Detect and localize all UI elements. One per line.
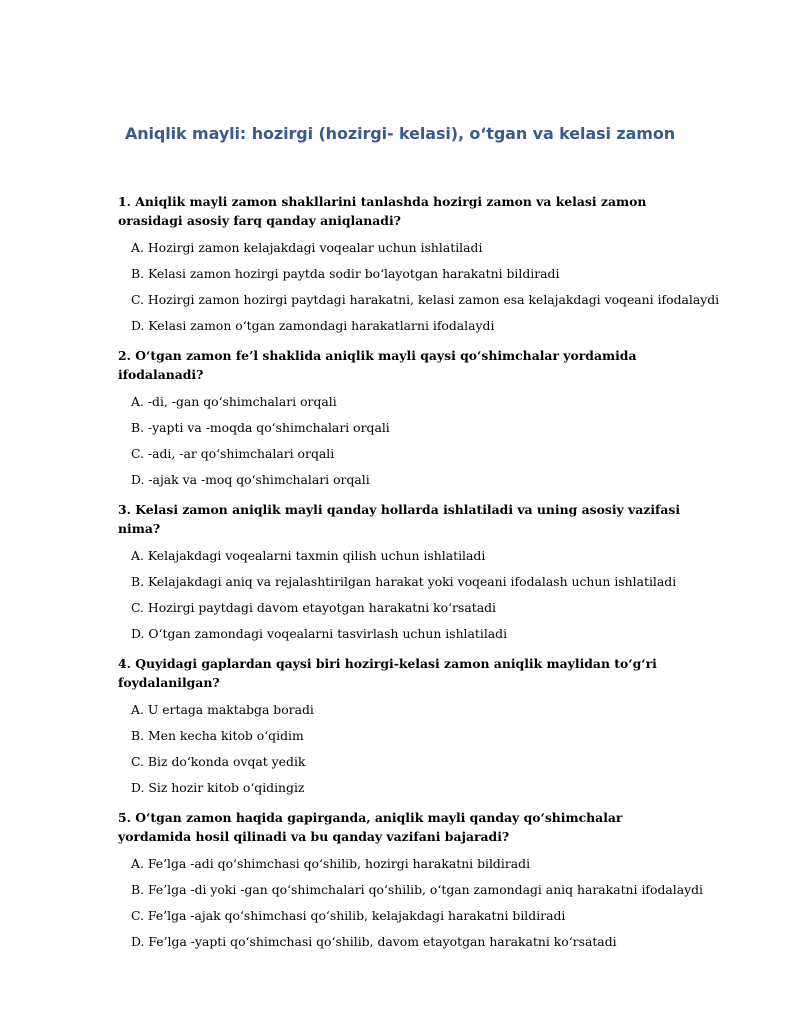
answer-option-c: C. Biz do‘konda ovqat yedik [131,754,306,769]
answer-option-b: B. Fe’lga -di yoki -gan qo‘shimchalari qo‘shilib, o‘tgan zamondagi aniq harakatni ifodalaydi [131,882,704,897]
answer-option-a: A. -di, -gan qo‘shimchalari orqali [131,394,337,409]
answer-option-c: C. Hozirgi paytdagi davom etayotgan harakatni ko‘rsatadi [131,600,496,615]
answer-option-a: A. U ertaga maktabga boradi [131,702,314,717]
answer-option-a: A. Kelajakdagi voqealarni taxmin qilish uchun ishlatiladi [131,548,486,563]
question-block-1 [118,192,720,343]
question-block-5 [118,808,704,959]
question-block-4 [118,654,688,805]
answer-option-c: C. -adi, -ar qo‘shimchalari orqali [131,446,335,461]
question-text: 5. O‘tgan zamon haqida gapirganda, aniqlik mayli qanday qo‘shimchalar yordamida hosil qilinadi va bu qanday vazifani bajaradi? [118,810,623,844]
answer-option-c: C. Hozirgi zamon hozirgi paytdagi harakatni, kelasi zamon esa kelajakdagi voqeani ifodalaydi [131,292,720,307]
answer-option-b: B. Kelasi zamon hozirgi paytda sodir bo‘layotgan harakatni bildiradi [131,266,560,281]
page-title: Aniqlik mayli: hozirgi (hozirgi- kelasi), o‘tgan va kelasi zamon [124,124,676,143]
question-text: 3. Kelasi zamon aniqlik mayli qanday hollarda ishlatiladi va uning asosiy vazifasi nima? [118,502,681,536]
answer-option-b: B. -yapti va -moqda qo‘shimchalari orqali [131,420,390,435]
question-list [118,192,720,962]
question-block-2 [118,346,688,497]
answer-option-d: D. O‘tgan zamondagi voqealarni tasvirlash uchun ishlatiladi [131,626,508,641]
answer-option-d: D. Siz hozir kitob o‘qidingiz [131,780,305,795]
question-text: 4. Quyidagi gaplardan qaysi biri hozirgi-kelasi zamon aniqlik maylidan to‘g‘ri foydalanilgan? [118,656,657,690]
answer-option-b: B. Kelajakdagi aniq va rejalashtirilgan harakat yoki voqeani ifodalash uchun ishlatiladi [131,574,677,589]
question-text: 1. Aniqlik mayli zamon shakllarini tanlashda hozirgi zamon va kelasi zamon orasidagi asosiy farq qanday aniqlanadi? [118,194,647,228]
answer-option-a: A. Hozirgi zamon kelajakdagi voqealar uchun ishlatiladi [131,240,483,255]
question-text: 2. O‘tgan zamon fe’l shaklida aniqlik mayli qaysi qo‘shimchalar yordamida ifodalanadi? [118,348,637,382]
answer-option-a: A. Fe’lga -adi qo‘shimchasi qo‘shilib, hozirgi harakatni bildiradi [131,856,531,871]
question-block-3 [118,500,688,651]
answer-option-c: C. Fe’lga -ajak qo‘shimchasi qo‘shilib, kelajakdagi harakatni bildiradi [131,908,566,923]
answer-option-b: B. Men kecha kitob o‘qidim [131,728,304,743]
answer-option-d: D. Kelasi zamon o‘tgan zamondagi harakatlarni ifodalaydi [131,318,495,333]
answer-option-d: D. Fe’lga -yapti qo‘shimchasi qo‘shilib, davom etayotgan harakatni ko‘rsatadi [131,934,617,949]
answer-option-d: D. -ajak va -moq qo‘shimchalari orqali [131,472,370,487]
